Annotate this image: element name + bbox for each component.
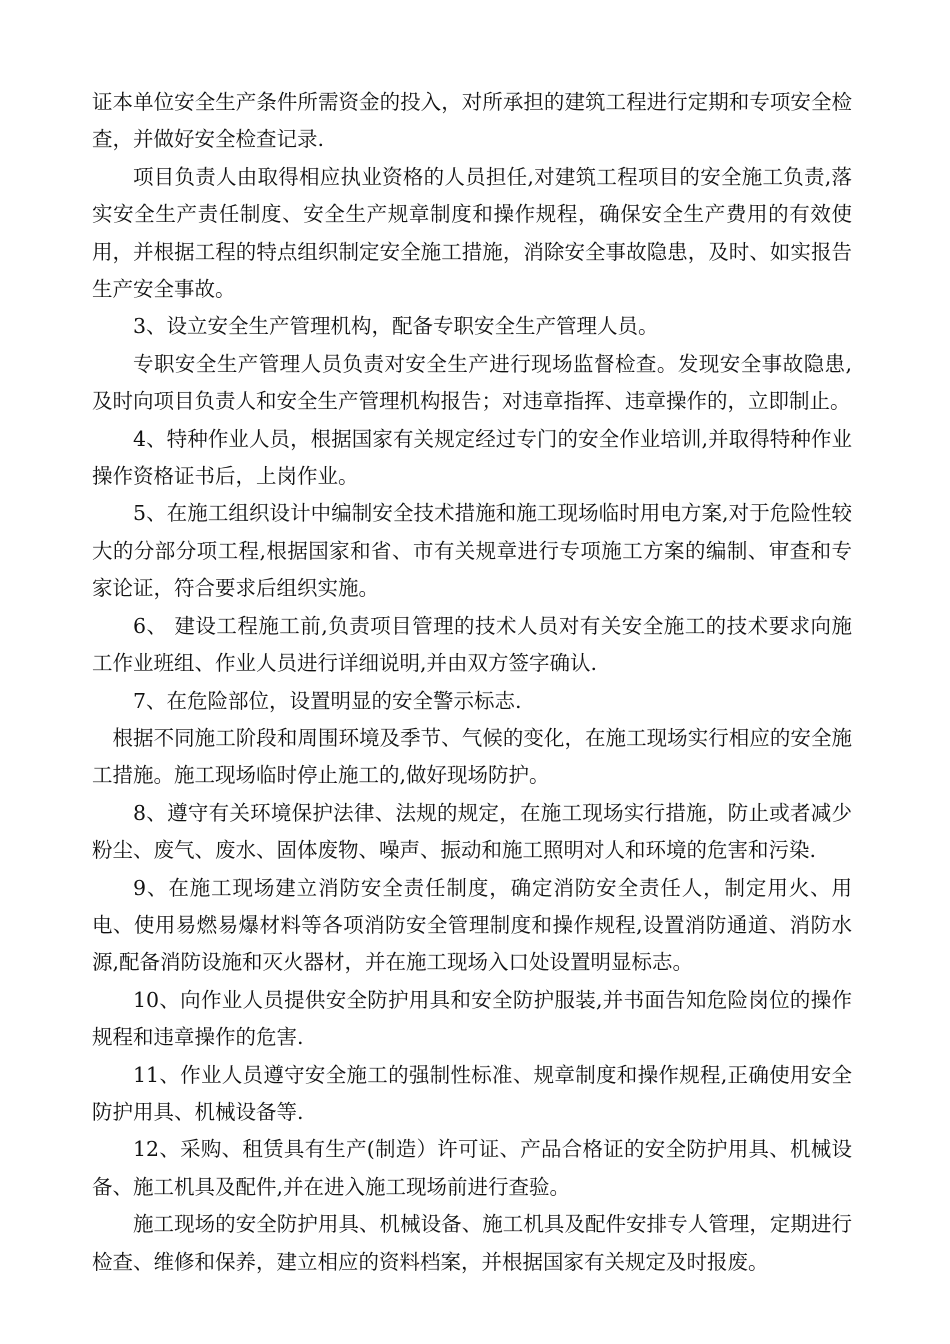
- paragraph-item-3: 3、设立安全生产管理机构，配备专职安全生产管理人员。: [133, 314, 659, 339]
- paragraph-funding-inspection: 证本单位安全生产条件所需资金的投入，对所承担的建筑工程进行定期和专项安全检查，并做好安全检查记录.: [92, 90, 852, 152]
- paragraph-seasonal-measures: 根据不同施工阶段和周围环境及季节、气候的变化，在施工现场实行相应的安全施工措施。施工现场临时停止施工的,做好现场防护。: [92, 725, 852, 788]
- paragraph-item-8: 8、遵守有关环境保护法律、法规的规定，在施工现场实行措施，防止或者减少粉尘、废气、废水、固体废物、噪声、振动和施工照明对人和环境的危害和污染.: [92, 800, 852, 863]
- paragraph-item-9: 9、在施工现场建立消防安全责任制度，确定消防安全责任人，制定用火、用电、使用易燃易爆材料等各项消防安全管理制度和操作规程,设置消防通道、消防水源,配备消防设施和灭火器材，并在施工现场入口处设置明显标志。: [92, 875, 852, 975]
- paragraph-equipment-management: 施工现场的安全防护用具、机械设备、施工机具及配件安排专人管理，定期进行检查、维修和保养，建立相应的资料档案，并根据国家有关规定及时报废。: [92, 1212, 852, 1274]
- document-body: [92, 84, 852, 1281]
- paragraph-item-7: 7、在危险部位，设置明显的安全警示标志.: [133, 688, 522, 713]
- paragraph-item-5: 5、在施工组织设计中编制安全技术措施和施工现场临时用电方案,对于危险性较大的分部分项工程,根据国家和省、市有关规章进行专项施工方案的编制、审查和专家论证，符合要求后组织实施。: [92, 501, 852, 601]
- paragraph-item-12: 12、采购、租赁具有生产(制造）许可证、产品合格证的安全防护用具、机械设备、施工机具及配件,并在进入施工现场前进行查验。: [92, 1137, 852, 1199]
- paragraph-item-10: 10、向作业人员提供安全防护用具和安全防护服装,并书面告知危险岗位的操作规程和违章操作的危害.: [92, 987, 852, 1050]
- paragraph-item-11: 11、作业人员遵守安全施工的强制性标准、规章制度和操作规程,正确使用安全防护用具、机械设备等.: [92, 1062, 852, 1124]
- paragraph-project-manager: 项目负责人由取得相应执业资格的人员担任,对建筑工程项目的安全施工负责,落实安全生产责任制度、安全生产规章制度和操作规程，确保安全生产费用的有效使用，并根据工程的特点组织制定安全施工措施，消除安全事故隐患，及时、如实报告生产安全事故。: [92, 164, 852, 302]
- paragraph-item-4: 4、特种作业人员，根据国家有关规定经过专门的安全作业培训,并取得特种作业操作资格证书后，上岗作业。: [92, 426, 852, 489]
- paragraph-safety-staff: 专职安全生产管理人员负责对安全生产进行现场监督检查。发现安全事故隐患,及时向项目负责人和安全生产管理机构报告；对违章指挥、违章操作的，立即制止。: [92, 351, 852, 414]
- paragraph-item-6: 6、 建设工程施工前,负责项目管理的技术人员对有关安全施工的技术要求向施工作业班组、作业人员进行详细说明,并由双方签字确认.: [92, 613, 852, 676]
